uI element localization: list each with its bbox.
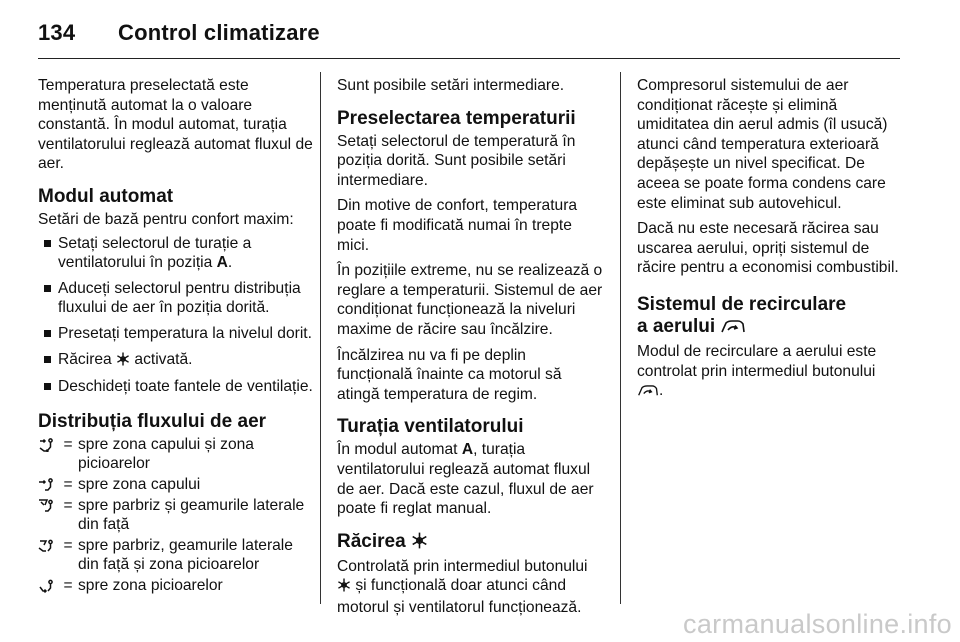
header-rule [38, 58, 900, 59]
column-divider [320, 72, 321, 604]
page-header [38, 20, 320, 46]
list-item: Presetați temperatura la nivelul dorit. [38, 324, 314, 344]
airflow-head-feet-icon [38, 435, 58, 474]
compressor-paragraph: Compresorul sistemului de aer condiționat răcește și elimină umiditatea din aerul admis (îl usucă) atunci când temperatura exterioară depășește un nivel specificat. De aceea se poate forma condens care este eliminat sub autovehicul. [637, 77, 888, 212]
column-2 [337, 76, 605, 623]
snowflake-icon [116, 352, 130, 372]
flow-row: = spre zona capului [38, 475, 314, 495]
cooling-paragraph: Controlată prin intermediul butonului și funcțională doar atunci când motorul și ventilatorul funcționează. [337, 557, 588, 616]
list-item: Aduceți selectorul pentru distribuția fluxului de aer în poziția dorită. [38, 279, 314, 318]
list-item: Deschideți toate fantele de ventilație. [38, 377, 314, 397]
recirculation-icon [637, 383, 659, 403]
snowflake-icon [337, 578, 351, 598]
airflow-windscreen-feet-icon [38, 536, 58, 575]
flow-row: = spre zona capului și zona picioarelor [38, 435, 314, 474]
column-1 [38, 76, 314, 596]
intro-paragraph: Temperatura preselectată este menținută automat la o valoare constantă. În modul automat, turația ventilatorului reglează automat fluxul de aer. [38, 77, 313, 173]
recirc-paragraph: Modul de recirculare a aerului este controlat prin intermediul butonului . [637, 342, 905, 403]
page-title: Control climatizare [118, 20, 320, 45]
preselect-heading: Preselectarea temperaturii [337, 107, 576, 129]
flow-row: = spre parbriz și geamurile laterale din față [38, 496, 314, 535]
flow-row: = spre parbriz, geamurile laterale din față și zona picioarelor [38, 536, 314, 575]
distribution-heading: Distribuția fluxului de aer [38, 410, 267, 432]
watermark: carmanualsonline.info [683, 609, 952, 639]
airflow-feet-icon [38, 576, 58, 596]
recirculation-icon [720, 318, 746, 340]
preselect-p2: Din motive de confort, temperatura poate fi modificată numai în trepte mici. [337, 197, 578, 254]
economy-paragraph: Dacă nu este necesară răcirea sau uscarea aerului, opriți sistemul de răcire pentru a economisi combustibil. [637, 220, 899, 277]
preselect-p3: În pozițiile extreme, nu se realizează o reglare a temperaturii. Sistemul de aer condiționat funcționează la niveluri maxime de răcire sau încălzire. [337, 262, 603, 338]
snowflake-icon [411, 532, 428, 555]
cooling-heading: Răcirea [337, 531, 605, 555]
flow-row: = spre zona picioarelor [38, 576, 314, 596]
airflow-windscreen-icon [38, 496, 58, 535]
auto-mode-heading: Modul automat [38, 185, 174, 207]
recirc-heading: Sistemul de recirculare a aerului [637, 294, 905, 340]
fan-heading: Turația ventilatorului [337, 416, 524, 438]
fan-paragraph: În modul automat A, turația ventilatorului reglează automat fluxul de aer. Dacă este cazul, fluxul de aer poate fi reglat manual. [337, 441, 594, 518]
list-item: Setați selectorul de turație a ventilatorului în poziția A. [38, 234, 314, 273]
preselect-p1: Setați selectorul de temperatură în poziția dorită. Sunt posibile setări intermediare. [337, 132, 576, 189]
column-divider [620, 72, 621, 604]
auto-mode-lead: Setări de bază pentru confort maxim: [38, 210, 294, 228]
intermediate-note: Sunt posibile setări intermediare. [337, 77, 565, 94]
preselect-p4: Încălzirea nu va fi pe deplin funcțională înainte ca motorul să atingă temperatura de regim. [337, 346, 562, 403]
airflow-head-icon [38, 475, 58, 495]
page-number: 134 [38, 20, 76, 45]
column-3 [637, 76, 905, 409]
list-item: Răcirea activată. [38, 350, 314, 372]
